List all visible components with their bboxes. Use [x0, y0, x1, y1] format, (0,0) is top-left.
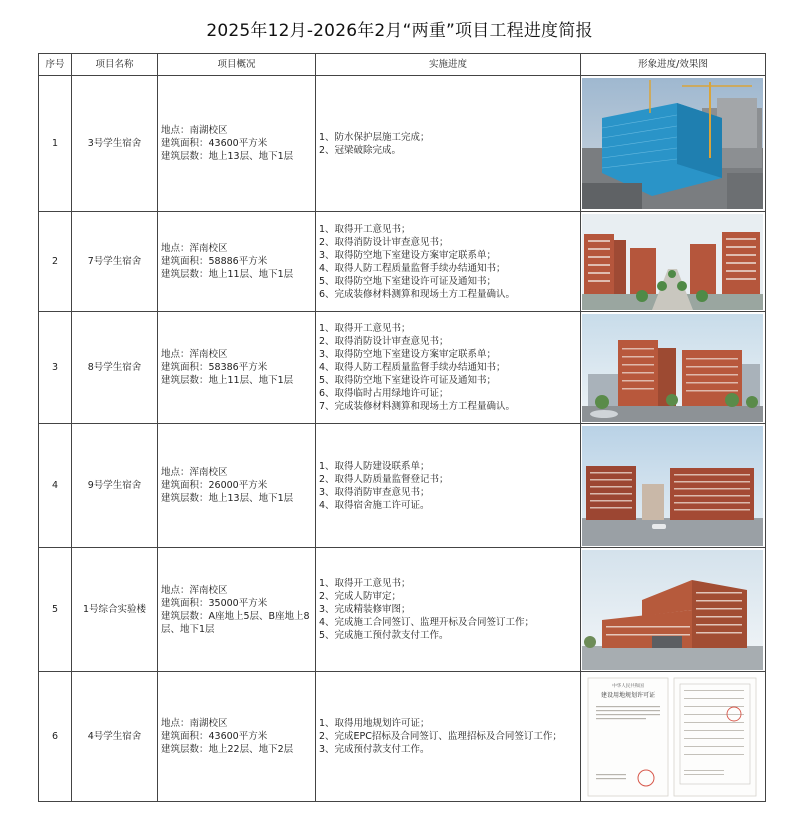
header-image: 形象进度/效果图	[581, 54, 766, 76]
progress-list: 1、取得人防建设联系单； 2、取得人防质量监督登记书； 3、取得消防审查意见书； 4、取得宿舍施工许可证。	[316, 424, 581, 548]
progress-list: 1、取得开工意见书； 2、完成人防审定； 3、完成精装修审图； 4、完成施工合同签订、监理开标及合同签订工作； 5、完成施工预付款支付工作。	[316, 548, 581, 672]
table-row	[39, 76, 766, 212]
project-name: 9号学生宿舍	[72, 424, 158, 548]
header-overview: 项目概况	[158, 54, 316, 76]
table-row	[39, 212, 766, 312]
table-header-row	[39, 54, 766, 76]
row-number: 6	[39, 672, 72, 802]
project-overview: 地点：浑南校区 建筑面积：35000平方米 建筑层数：A座地上5层、B座地上8层、地下1层	[158, 548, 316, 672]
dormitory-rendering	[582, 314, 763, 422]
image-cell	[581, 672, 766, 802]
project-overview: 地点：浑南校区 建筑面积：58386平方米 建筑层数：地上11层、地下1层	[158, 312, 316, 424]
image-cell	[581, 312, 766, 424]
dormitory-rendering	[582, 426, 763, 546]
image-cell	[581, 424, 766, 548]
header-progress: 实施进度	[316, 54, 581, 76]
progress-list: 1、防水保护层施工完成； 2、冠梁破除完成。	[316, 76, 581, 212]
project-overview: 地点：浑南校区 建筑面积：26000平方米 建筑层数：地上13层、地下1层	[158, 424, 316, 548]
progress-list: 1、取得开工意见书； 2、取得消防设计审查意见书； 3、取得防空地下室建设方案审定联系单； 4、取得人防工程质量监督手续办结通知书； 5、取得防空地下室建设许可证及通知书； 6、取得临时占用绿地许可证； 7、完成装修材料测算和现场土方工程量确认。	[316, 312, 581, 424]
project-overview: 地点：浑南校区 建筑面积：58886平方米 建筑层数：地上11层、地下1层	[158, 212, 316, 312]
table-row	[39, 672, 766, 802]
page-title: 2025年12月-2026年2月“两重”项目工程进度简报	[206, 21, 593, 41]
construction-site-photo	[582, 78, 763, 209]
row-number: 2	[39, 212, 72, 312]
permit-title: 建设用地规划许可证	[600, 691, 656, 699]
image-cell	[581, 76, 766, 212]
project-overview: 地点：南湖校区 建筑面积：43600平方米 建筑层数：地上22层、地下2层	[158, 672, 316, 802]
progress-table	[38, 53, 766, 802]
image-cell	[581, 548, 766, 672]
dormitory-rendering	[582, 214, 763, 310]
header-name: 项目名称	[72, 54, 158, 76]
row-number: 4	[39, 424, 72, 548]
table-row	[39, 312, 766, 424]
lab-building-rendering	[582, 550, 763, 670]
project-name: 4号学生宿舍	[72, 672, 158, 802]
project-overview: 地点：南湖校区 建筑面积：43600平方米 建筑层数：地上13层、地下1层	[158, 76, 316, 212]
row-number: 1	[39, 76, 72, 212]
row-number: 3	[39, 312, 72, 424]
progress-list: 1、取得用地规划许可证； 2、完成EPC招标及合同签订、监理招标及合同签订工作； 3、完成预付款支付工作。	[316, 672, 581, 802]
progress-list: 1、取得开工意见书； 2、取得消防设计审查意见书； 3、取得防空地下室建设方案审定联系单； 4、取得人防工程质量监督手续办结通知书； 5、取得防空地下室建设许可证及通知书； 6、完成装修材料测算和现场土方工程量确认。	[316, 212, 581, 312]
table-row	[39, 424, 766, 548]
row-number: 5	[39, 548, 72, 672]
header-no: 序号	[39, 54, 72, 76]
image-cell	[581, 212, 766, 312]
project-name: 3号学生宿舍	[72, 76, 158, 212]
land-use-permit-document	[582, 674, 763, 800]
project-name: 8号学生宿舍	[72, 312, 158, 424]
permit-header: 中华人民共和国	[612, 683, 644, 689]
project-name: 7号学生宿舍	[72, 212, 158, 312]
table-row	[39, 548, 766, 672]
project-name: 1号综合实验楼	[72, 548, 158, 672]
